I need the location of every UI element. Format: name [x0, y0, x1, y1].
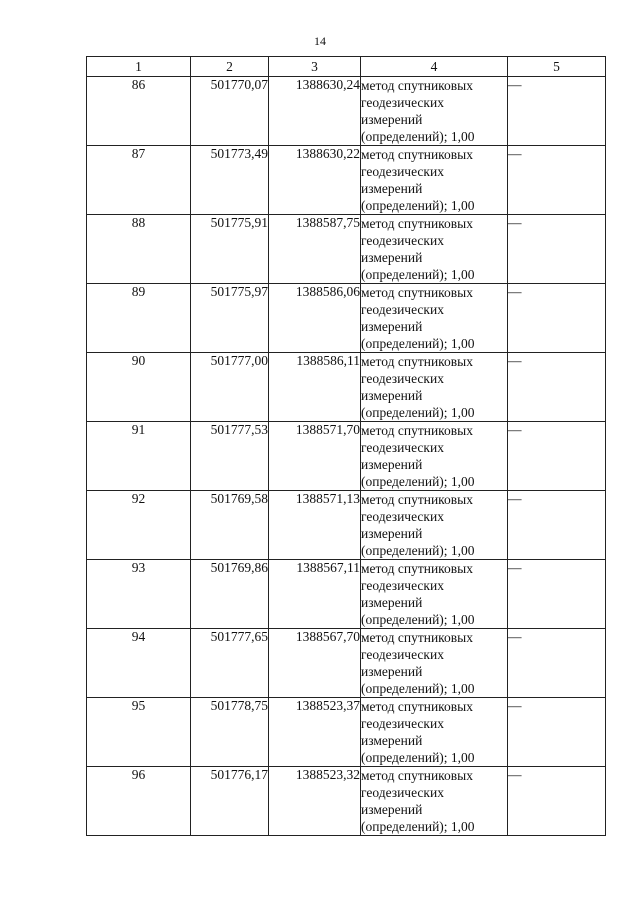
- x-coordinate-cell: 501775,97: [191, 284, 269, 353]
- method-line: метод спутниковых: [361, 561, 473, 576]
- x-coordinate-cell: 501777,00: [191, 353, 269, 422]
- method-line: метод спутниковых: [361, 216, 473, 231]
- note-dash: —: [508, 284, 522, 299]
- method-line: (определений); 1,00: [361, 336, 475, 351]
- y-coordinate-cell: 1388586,11: [269, 353, 361, 422]
- table-header: [87, 57, 606, 77]
- page-number: 14: [314, 34, 326, 48]
- header-row: [87, 57, 606, 77]
- note-cell: [508, 215, 606, 284]
- method-line: измерений: [361, 526, 423, 541]
- method-cell: [361, 215, 508, 284]
- table-row: [87, 422, 606, 491]
- note-cell: [508, 284, 606, 353]
- method-line: метод спутниковых: [361, 768, 473, 783]
- method-line: (определений); 1,00: [361, 543, 475, 558]
- table-row: [87, 629, 606, 698]
- method-line: метод спутниковых: [361, 492, 473, 507]
- column-header: 4: [361, 57, 508, 77]
- method-line: метод спутниковых: [361, 285, 473, 300]
- x-coordinate-cell: 501769,58: [191, 491, 269, 560]
- method-line: геодезических: [361, 95, 444, 110]
- method-cell: [361, 422, 508, 491]
- note-dash: —: [508, 215, 522, 230]
- method-line: (определений); 1,00: [361, 612, 475, 627]
- method-line: геодезических: [361, 716, 444, 731]
- method-line: (определений); 1,00: [361, 405, 475, 420]
- column-header: 5: [508, 57, 606, 77]
- point-number-cell: 90: [87, 353, 191, 422]
- method-cell: [361, 767, 508, 836]
- method-cell: [361, 353, 508, 422]
- method-line: метод спутниковых: [361, 630, 473, 645]
- method-line: геодезических: [361, 785, 444, 800]
- x-coordinate-cell: 501777,53: [191, 422, 269, 491]
- method-line: метод спутниковых: [361, 78, 473, 93]
- y-coordinate-cell: 1388586,06: [269, 284, 361, 353]
- method-line: измерений: [361, 664, 423, 679]
- table-row: [87, 560, 606, 629]
- column-header: 3: [269, 57, 361, 77]
- method-line: (определений); 1,00: [361, 267, 475, 282]
- note-dash: —: [508, 422, 522, 437]
- method-line: измерений: [361, 181, 423, 196]
- point-number-cell: 92: [87, 491, 191, 560]
- x-coordinate-cell: 501778,75: [191, 698, 269, 767]
- method-line: (определений); 1,00: [361, 750, 475, 765]
- y-coordinate-cell: 1388630,22: [269, 146, 361, 215]
- method-cell: [361, 560, 508, 629]
- method-line: метод спутниковых: [361, 423, 473, 438]
- note-cell: [508, 767, 606, 836]
- y-coordinate-cell: 1388523,37: [269, 698, 361, 767]
- note-dash: —: [508, 491, 522, 506]
- method-line: измерений: [361, 112, 423, 127]
- y-coordinate-cell: 1388571,13: [269, 491, 361, 560]
- method-cell: [361, 146, 508, 215]
- method-line: метод спутниковых: [361, 699, 473, 714]
- table-row: [87, 698, 606, 767]
- y-coordinate-cell: 1388587,75: [269, 215, 361, 284]
- point-number-cell: 91: [87, 422, 191, 491]
- point-number-cell: 89: [87, 284, 191, 353]
- x-coordinate-cell: 501773,49: [191, 146, 269, 215]
- y-coordinate-cell: 1388567,11: [269, 560, 361, 629]
- method-line: метод спутниковых: [361, 147, 473, 162]
- x-coordinate-cell: 501770,07: [191, 77, 269, 146]
- note-dash: —: [508, 146, 522, 161]
- y-coordinate-cell: 1388571,70: [269, 422, 361, 491]
- method-cell: [361, 491, 508, 560]
- note-cell: [508, 422, 606, 491]
- note-dash: —: [508, 353, 522, 368]
- x-coordinate-cell: 501776,17: [191, 767, 269, 836]
- y-coordinate-cell: 1388523,32: [269, 767, 361, 836]
- column-header: 2: [191, 57, 269, 77]
- note-cell: [508, 629, 606, 698]
- note-cell: [508, 77, 606, 146]
- point-number-cell: 88: [87, 215, 191, 284]
- note-cell: [508, 560, 606, 629]
- point-number-cell: 86: [87, 77, 191, 146]
- table-row: [87, 146, 606, 215]
- table-body: [87, 77, 606, 836]
- method-line: измерений: [361, 319, 423, 334]
- x-coordinate-cell: 501769,86: [191, 560, 269, 629]
- method-line: измерений: [361, 457, 423, 472]
- point-number-cell: 94: [87, 629, 191, 698]
- y-coordinate-cell: 1388630,24: [269, 77, 361, 146]
- table-row: [87, 77, 606, 146]
- table-row: [87, 215, 606, 284]
- method-line: геодезических: [361, 647, 444, 662]
- method-line: геодезических: [361, 164, 444, 179]
- x-coordinate-cell: 501777,65: [191, 629, 269, 698]
- column-header: 1: [87, 57, 191, 77]
- note-dash: —: [508, 560, 522, 575]
- table-row: [87, 353, 606, 422]
- note-cell: [508, 353, 606, 422]
- method-line: (определений); 1,00: [361, 681, 475, 696]
- x-coordinate-cell: 501775,91: [191, 215, 269, 284]
- y-coordinate-cell: 1388567,70: [269, 629, 361, 698]
- point-number-cell: 93: [87, 560, 191, 629]
- table-row: [87, 284, 606, 353]
- method-line: геодезических: [361, 233, 444, 248]
- method-line: геодезических: [361, 302, 444, 317]
- method-line: (определений); 1,00: [361, 474, 475, 489]
- table-row: [87, 767, 606, 836]
- note-cell: [508, 698, 606, 767]
- method-line: геодезических: [361, 509, 444, 524]
- method-line: метод спутниковых: [361, 354, 473, 369]
- method-line: геодезических: [361, 371, 444, 386]
- point-number-cell: 87: [87, 146, 191, 215]
- method-line: геодезических: [361, 440, 444, 455]
- method-line: (определений); 1,00: [361, 198, 475, 213]
- point-number-cell: 95: [87, 698, 191, 767]
- note-dash: —: [508, 629, 522, 644]
- note-dash: —: [508, 698, 522, 713]
- table-row: [87, 491, 606, 560]
- note-cell: [508, 146, 606, 215]
- method-cell: [361, 698, 508, 767]
- method-cell: [361, 77, 508, 146]
- method-cell: [361, 629, 508, 698]
- method-cell: [361, 284, 508, 353]
- method-line: измерений: [361, 250, 423, 265]
- point-number-cell: 96: [87, 767, 191, 836]
- method-line: геодезических: [361, 578, 444, 593]
- method-line: (определений); 1,00: [361, 129, 475, 144]
- note-cell: [508, 491, 606, 560]
- note-dash: —: [508, 77, 522, 92]
- method-line: измерений: [361, 733, 423, 748]
- method-line: измерений: [361, 802, 423, 817]
- coordinates-table: [86, 56, 606, 836]
- note-dash: —: [508, 767, 522, 782]
- method-line: (определений); 1,00: [361, 819, 475, 834]
- method-line: измерений: [361, 595, 423, 610]
- method-line: измерений: [361, 388, 423, 403]
